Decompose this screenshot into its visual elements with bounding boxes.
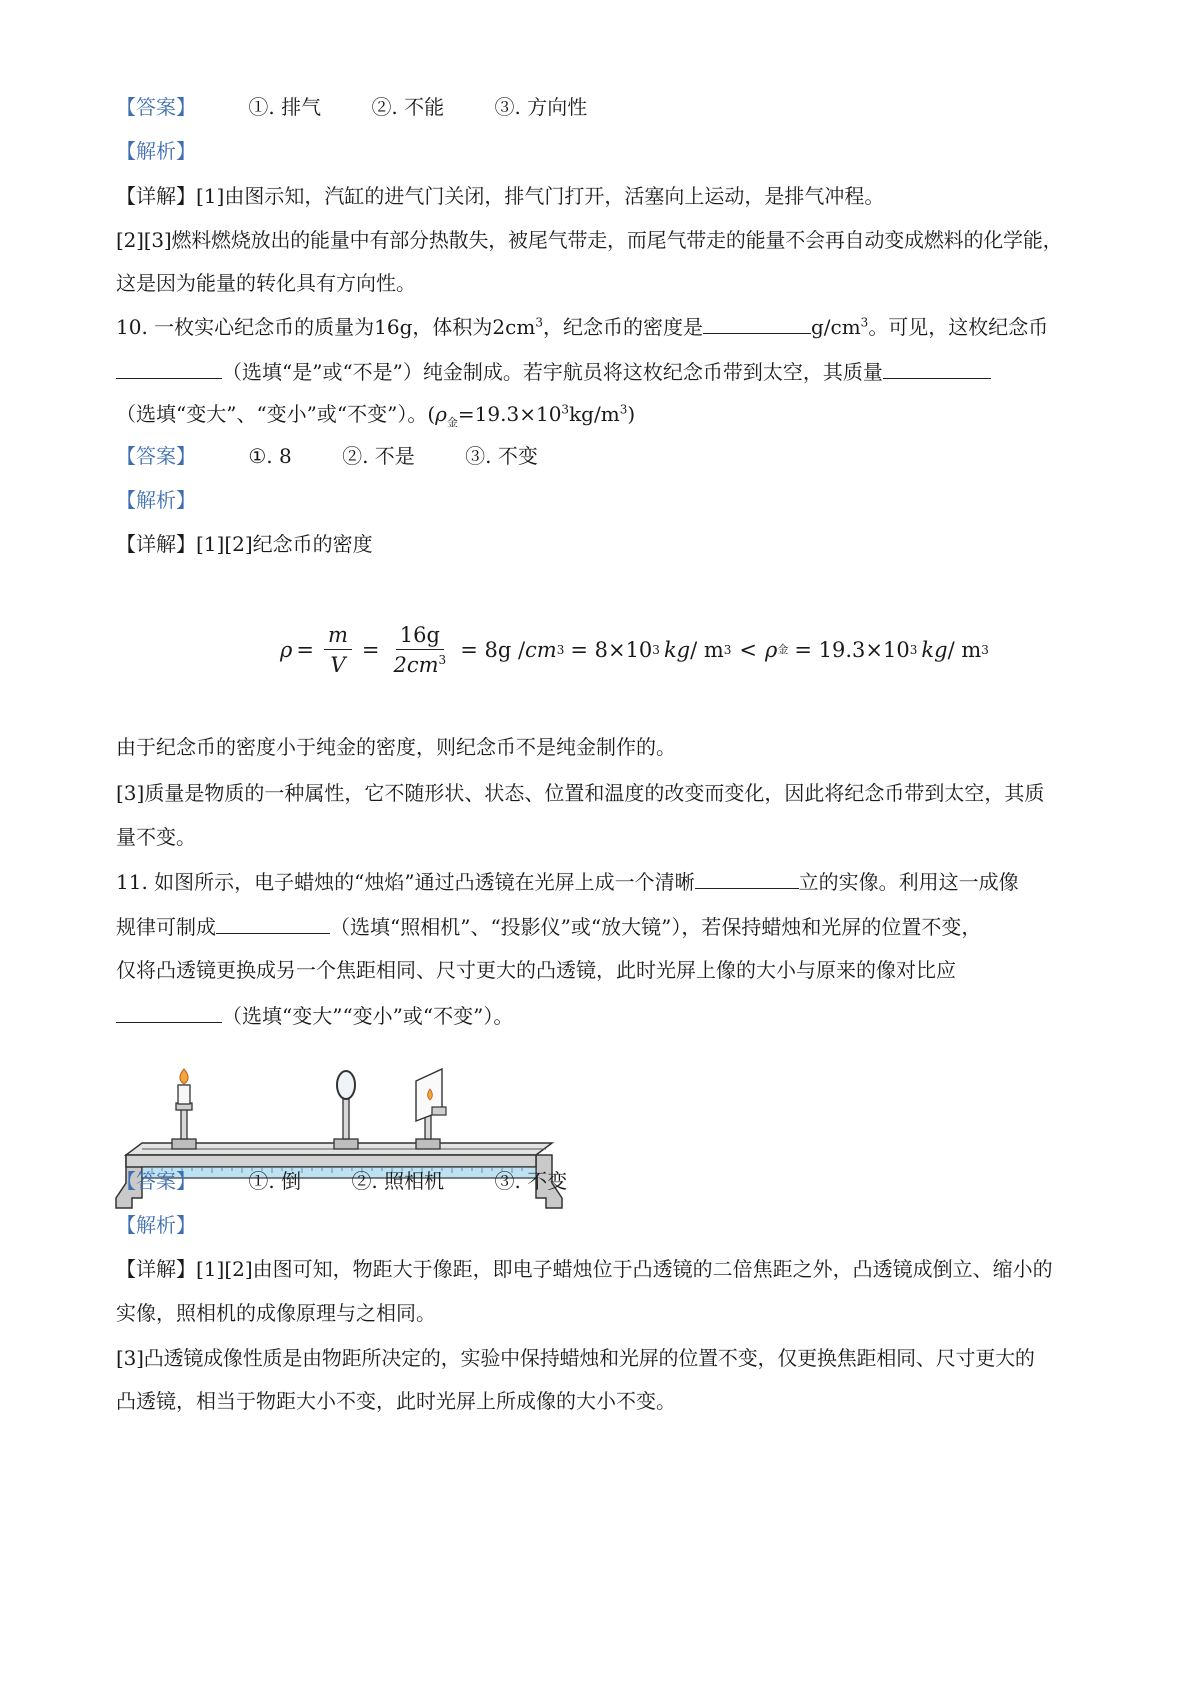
q11-answer-2: ②. 照相机 bbox=[351, 1169, 445, 1193]
q10-conclusion-line bbox=[116, 732, 676, 762]
candle-assembly bbox=[172, 1069, 196, 1149]
superscript: 3 bbox=[619, 402, 628, 417]
q9-answer-line bbox=[116, 92, 587, 122]
q9-answer-2: ②. 不能 bbox=[371, 95, 445, 119]
q11-detail-2a: [3]凸透镜成像性质是由物距所决定的，实验中保持蜡烛和光屏的位置不变，仅更换焦距相同、尺寸更大的 bbox=[116, 1346, 1035, 1370]
q11-text-4: （选填“变大”“变小”或“不变”）。 bbox=[222, 1004, 514, 1028]
q11-detail-line-1 bbox=[116, 1254, 1053, 1284]
q10-answer-1: ①. 8 bbox=[248, 444, 292, 468]
formula-cm: cm bbox=[525, 638, 557, 662]
q10-text-3c: kg/m bbox=[569, 402, 620, 426]
q10-answer-2: ②. 不是 bbox=[342, 444, 415, 468]
q10-blank-2[interactable] bbox=[116, 356, 222, 379]
q11-question-line-4 bbox=[116, 1000, 513, 1031]
formula-equals: = bbox=[296, 638, 314, 662]
analysis-tag: 【解析】 bbox=[116, 1213, 196, 1237]
q10-conclusion: 由于纪念币的密度小于纯金的密度，则纪念币不是纯金制作的。 bbox=[116, 735, 676, 759]
q10-question-line-3 bbox=[116, 399, 635, 429]
q11-detail-2b: 凸透镜，相当于物距大小不变，此时光屏上所成像的大小不变。 bbox=[116, 1389, 676, 1413]
q10-blank-1[interactable] bbox=[703, 311, 811, 334]
q11-detail-1b: 实像，照相机的成像原理与之相同。 bbox=[116, 1301, 436, 1325]
q10-text-1b: ，纪念币的密度是 bbox=[542, 315, 703, 339]
q11-text-1a: 11. 如图所示，电子蜡烛的“烛焰”通过凸透镜在光屏上成一个清晰 bbox=[116, 870, 695, 894]
screen-assembly bbox=[416, 1069, 446, 1149]
fraction-m-over-v bbox=[324, 623, 352, 677]
q11-blank-2[interactable] bbox=[216, 911, 330, 934]
detail-tag: 【详解】 bbox=[116, 184, 196, 208]
q9-detail-2b: 这是因为能量的转化具有方向性。 bbox=[116, 271, 416, 295]
q11-detail-1a: [1][2]由图可知，物距大于像距，即电子蜡烛位于凸透镜的二倍焦距之外，凸透镜成倒立、缩小的 bbox=[196, 1257, 1053, 1281]
answer-tag: 【答案】 bbox=[116, 1169, 196, 1193]
q11-analysis-line bbox=[116, 1210, 196, 1240]
q10-detail-intro: [1][2]纪念币的密度 bbox=[196, 532, 373, 556]
formula-less-than: < bbox=[739, 638, 758, 662]
superscript: 3 bbox=[860, 315, 869, 330]
q11-text-3: 仅将凸透镜更换成另一个焦距相同、尺寸更大的凸透镜，此时光屏上像的大小与原来的像对比应 bbox=[116, 958, 956, 982]
formula-19-3e3: = 19.3×10 bbox=[794, 638, 910, 662]
q9-detail-line-2 bbox=[116, 225, 1062, 255]
lens-assembly bbox=[334, 1071, 358, 1149]
q9-detail-2a: [2][3]燃料燃烧放出的能量中有部分热散失，被尾气带走，而尾气带走的能量不会再自动变成燃料的化学能， bbox=[116, 228, 1063, 252]
q10-question-line-2 bbox=[116, 356, 991, 387]
q11-question-line-1 bbox=[116, 866, 1019, 897]
formula-rho-gold: ρ bbox=[765, 638, 778, 662]
formula-m: m bbox=[324, 623, 352, 650]
q10-detail-line-1 bbox=[116, 529, 373, 559]
analysis-tag: 【解析】 bbox=[116, 139, 196, 163]
q11-answer-3: ③. 不变 bbox=[494, 1169, 568, 1193]
q9-answer-3: ③. 方向性 bbox=[494, 95, 588, 119]
formula-per-m: / m bbox=[947, 638, 982, 662]
q9-analysis-line bbox=[116, 136, 196, 166]
q9-detail-line-3 bbox=[116, 268, 416, 298]
superscript: 3 bbox=[561, 402, 570, 417]
q11-text-2a: 规律可制成 bbox=[116, 915, 216, 939]
formula-16g: 16g bbox=[396, 623, 444, 650]
q11-blank-3[interactable] bbox=[116, 1000, 222, 1023]
analysis-tag: 【解析】 bbox=[116, 488, 196, 512]
formula-rho: ρ bbox=[280, 638, 293, 662]
answer-tag: 【答案】 bbox=[116, 444, 196, 468]
candle-flame-icon bbox=[180, 1069, 188, 1084]
q11-detail-line-4 bbox=[116, 1386, 676, 1416]
q10-analysis-line bbox=[116, 485, 196, 515]
q10-answer-3: ③. 不变 bbox=[465, 444, 538, 468]
formula-equals: = bbox=[361, 638, 380, 662]
q11-answer-1: ①. 倒 bbox=[248, 1169, 302, 1193]
q10-text-3b: =19.3×10 bbox=[457, 402, 562, 426]
formula-kg: kg bbox=[663, 638, 691, 662]
formula-kg: kg bbox=[921, 638, 948, 662]
convex-lens-icon bbox=[337, 1071, 355, 1099]
q11-text-1b: 立的实像。利用这一成像 bbox=[798, 870, 1019, 894]
formula-per-m: / m bbox=[690, 638, 724, 662]
q9-answer-1: ①. 排气 bbox=[248, 95, 322, 119]
q10-text-2a: （选填“是”或“不是”）纯金制成。若宇航员将这枚纪念币带到太空，其质量 bbox=[222, 360, 883, 384]
q11-answer-line bbox=[116, 1166, 567, 1196]
q10-text-1a: 10. 一枚实心纪念币的质量为16g，体积为2cm bbox=[116, 315, 536, 339]
superscript: 3 bbox=[438, 653, 447, 667]
q10-question-line-1 bbox=[116, 311, 1048, 342]
q10-blank-3[interactable] bbox=[883, 356, 991, 379]
density-formula: ρ = $\frac{m}{V}$ = $\frac{16g}{2cm^3}$ = 8g / cm 3 = 8×10 3 kg / m 3 < ρ 金 = 19.3×10 3 kg / m 3 bbox=[280, 623, 989, 677]
q11-question-line-3 bbox=[116, 955, 956, 985]
q9-detail-1: [1]由图示知，汽缸的进气门关闭，排气门打开，活塞向上运动，是排气冲程。 bbox=[196, 184, 885, 208]
answer-tag: 【答案】 bbox=[116, 95, 196, 119]
q9-detail-line-1 bbox=[116, 181, 884, 211]
q10-detail-3a: [3]质量是物质的一种属性，它不随形状、状态、位置和温度的改变而变化，因此将纪念币带到太空，其质 bbox=[116, 781, 1045, 805]
q10-answer-line bbox=[116, 441, 538, 471]
formula-8e3: = 8×10 bbox=[570, 638, 653, 662]
q11-blank-1[interactable] bbox=[695, 866, 799, 889]
q10-detail-3b: 量不变。 bbox=[116, 825, 196, 849]
formula-8g: = 8g / bbox=[460, 638, 526, 662]
q10-detail-line-3 bbox=[116, 778, 1044, 808]
fraction-16g-over-2cm3 bbox=[390, 623, 451, 677]
detail-tag: 【详解】 bbox=[116, 1257, 196, 1281]
q11-detail-line-2 bbox=[116, 1298, 436, 1328]
q10-detail-line-4 bbox=[116, 822, 196, 852]
q11-question-line-2 bbox=[116, 911, 981, 942]
q11-text-2b: （选填“照相机”、“投影仪”或“放大镜”），若保持蜡烛和光屏的位置不变， bbox=[330, 915, 982, 939]
q11-detail-line-3 bbox=[116, 1343, 1035, 1373]
q10-text-1c: g/cm bbox=[810, 315, 861, 339]
formula-v: V bbox=[330, 653, 346, 677]
formula-2cm: 2cm bbox=[393, 653, 439, 677]
q10-text-1d: 。可见，这枚纪念币 bbox=[868, 315, 1049, 339]
subscript-gold: 金 bbox=[446, 416, 458, 429]
superscript: 3 bbox=[535, 315, 543, 330]
rho-symbol: ρ bbox=[435, 402, 447, 426]
detail-tag: 【详解】 bbox=[116, 532, 196, 556]
q10-text-3a: （选填“变大”、“变小”或“不变”）。( bbox=[116, 402, 436, 426]
q10-text-3d: ) bbox=[627, 402, 636, 426]
